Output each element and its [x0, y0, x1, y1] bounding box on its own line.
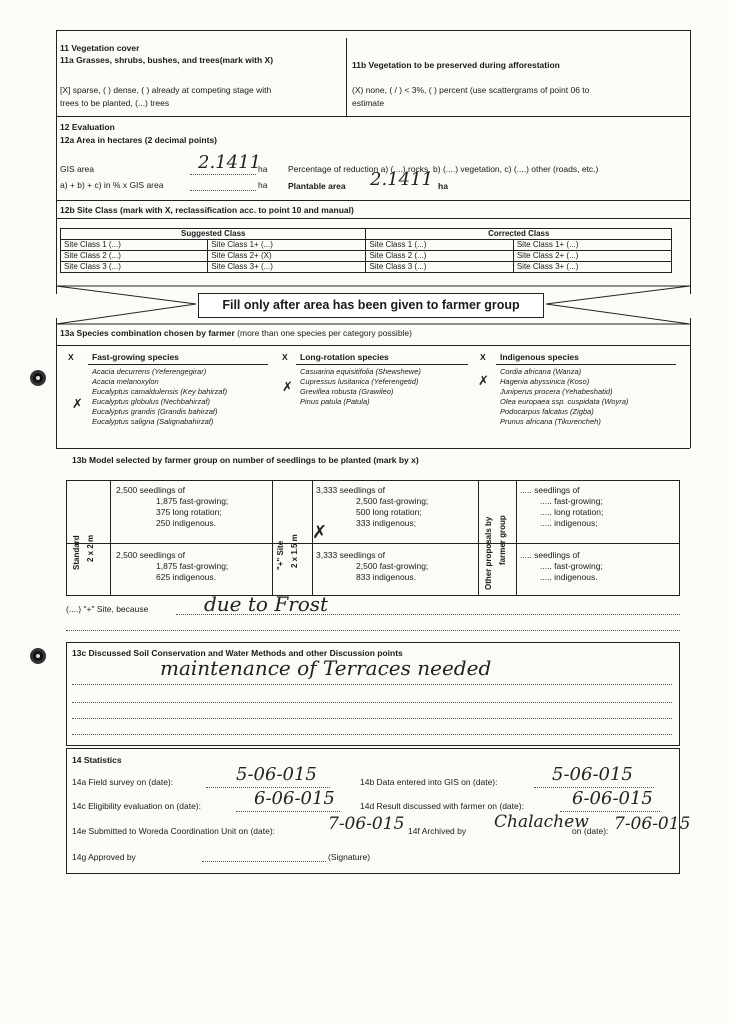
model-line: ..... long rotation; — [540, 507, 604, 517]
s13-right-border — [690, 318, 691, 448]
other-label: Other proposals by — [484, 516, 493, 590]
col2-head-rule — [296, 364, 468, 365]
col1-x: X — [68, 352, 74, 362]
species-list-indigenous — [500, 367, 628, 427]
model-line: 625 indigenous. — [156, 572, 217, 582]
site-class-cell[interactable]: Site Class 2 (...) — [366, 251, 513, 262]
s14d-label: 14d Result discussed with farmer on (date): — [360, 801, 524, 811]
right-border — [690, 30, 691, 294]
standard-dim: 2 x 2 m — [86, 534, 95, 562]
s14-title: 14 Statistics — [72, 755, 122, 765]
s12b-title: 12b Site Class (mark with X, reclassification acc. to point 10 and manual) — [60, 205, 354, 215]
model-line: ..... fast-growing; — [540, 561, 603, 571]
abc-ha: ha — [258, 180, 268, 190]
banner-box — [198, 293, 544, 318]
model-line: ..... fast-growing; — [540, 496, 603, 506]
s14g-line — [202, 861, 326, 862]
model-vline-5 — [516, 480, 517, 596]
s11b-line2: estimate — [352, 98, 385, 108]
model-line: 375 long rotation; — [156, 507, 222, 517]
col3-x: X — [480, 352, 486, 362]
s12b-rule — [56, 218, 690, 219]
list-item[interactable]: Acacia decurrens (Yeferengegirar) — [92, 367, 207, 376]
list-item[interactable]: Acacia melanoxylon — [92, 377, 159, 386]
col1-head-rule — [88, 364, 268, 365]
model-line: 1,875 fast-growing; — [156, 561, 229, 571]
gis-area-value: 2.1411 — [198, 152, 261, 173]
list-item[interactable]: Cupressus lusitanica (Yeferengetid) — [300, 377, 419, 386]
s14a-label: 14a Field survey on (date): — [72, 777, 174, 787]
s14c-label: 14c Eligibility evaluation on (date): — [72, 801, 201, 811]
model-standard-2[interactable] — [116, 550, 228, 583]
model-other-1[interactable] — [520, 485, 603, 529]
col3-head-rule — [496, 364, 676, 365]
list-item[interactable]: Grevillea robusta (Grawileo) — [300, 387, 394, 396]
abc-line — [190, 190, 256, 191]
model-vline-1 — [110, 480, 111, 596]
model-line: 1,875 fast-growing; — [156, 496, 229, 506]
table-row — [61, 262, 672, 273]
list-item[interactable]: Eucalyptus saligna (Salignabahirzaf) — [92, 417, 214, 426]
model-line: 3,333 seedlings of — [316, 485, 385, 495]
punch-hole-top — [30, 370, 46, 386]
model-line: ..... indigenous; — [540, 518, 598, 528]
mark-x-cupressus[interactable]: ✗ — [282, 380, 293, 395]
list-item[interactable]: Prunus africana (Tikurencheh) — [500, 417, 601, 426]
gis-area-label: GIS area — [60, 164, 95, 174]
s13c-line-2 — [72, 702, 672, 703]
s13c-title: 13c Discussed Soil Conservation and Water Methods and other Discussion points — [72, 648, 403, 658]
s14c-value[interactable]: 6-06-015 — [254, 788, 335, 809]
site-class-cell[interactable]: Site Class 2+ (X) — [208, 251, 366, 262]
plantable-value: 2.1411 — [370, 169, 433, 190]
abc-label: a) + b) + c) in % x GIS area — [60, 180, 164, 190]
mark-x-eucalyptus-globulus[interactable]: ✗ — [72, 397, 83, 412]
s11-divider — [346, 38, 347, 116]
s14f-value[interactable]: 7-06-015 — [614, 814, 691, 834]
s13c-value[interactable]: maintenance of Terraces needed — [160, 656, 492, 680]
species-list-fast — [92, 367, 227, 427]
s13a-note: (more than one species per category possible) — [237, 328, 412, 338]
s14c-line — [236, 811, 340, 812]
gis-area-line — [190, 174, 256, 175]
model-vline-2 — [272, 480, 273, 596]
list-item[interactable]: Olea europaea ssp. cuspidata (Woyra) — [500, 397, 629, 406]
top-border — [56, 30, 690, 31]
s14g-signature: (Signature) — [328, 852, 371, 862]
list-item[interactable]: Pinus patula (Patula) — [300, 397, 370, 406]
site-class-cell[interactable]: Site Class 1 (...) — [366, 240, 513, 251]
model-grid-mid — [66, 543, 680, 544]
s14f-on: on (date): — [572, 826, 609, 836]
because-line-2 — [66, 630, 680, 631]
s14f-name[interactable]: Chalachew — [494, 812, 589, 832]
site-dim: 2 x 1.5 m — [290, 534, 299, 568]
list-item[interactable]: Eucalyptus grandis (Grandis bahirzaf) — [92, 407, 218, 416]
site-class-cell[interactable]: Site Class 3 (...) — [366, 262, 513, 273]
s13c-line-1 — [72, 684, 672, 685]
left-border — [56, 30, 57, 294]
site-class-cell[interactable]: Site Class 1+ (...) — [513, 240, 671, 251]
because-value[interactable]: due to Frost — [204, 592, 329, 616]
model-line: 250 indigenous. — [156, 518, 217, 528]
s11b-title: 11b Vegetation to be preserved during afforestation — [352, 60, 560, 70]
s11a-line2: trees to be planted, (...) trees — [60, 98, 170, 108]
gis-ha: ha — [258, 164, 268, 174]
site-label: "+" Site — [276, 540, 285, 570]
s12a-bottom — [56, 200, 690, 201]
model-line: 2,500 seedlings of — [116, 550, 185, 560]
s14e-label: 14e Submitted to Woreda Coordination Unit on (date): — [72, 826, 276, 836]
s14b-value[interactable]: 5-06-015 — [552, 764, 633, 785]
model-site-2[interactable] — [316, 550, 428, 583]
list-item[interactable]: Juniperus procera (Yehabeshatid) — [500, 387, 613, 396]
list-item[interactable]: Cordia africana (Wanza) — [500, 367, 582, 376]
s13c-line-3 — [72, 718, 672, 719]
s13a-title-row — [60, 328, 412, 339]
site-class-cell[interactable]: Site Class 1 (...) — [61, 240, 208, 251]
model-line: ..... seedlings of — [520, 485, 580, 495]
table-row — [61, 240, 672, 251]
s11a-title: 11a Grasses, shrubs, bushes, and trees(mark with X) — [60, 55, 274, 65]
species-list-long — [300, 367, 421, 407]
plantable-ha: ha — [438, 181, 448, 191]
list-item[interactable]: Eucalyptus camaldulensis (Key bahirzaf) — [92, 387, 228, 396]
punch-hole-bottom — [30, 648, 46, 664]
s11a-line1: [X] sparse, ( ) dense, ( ) already at competing stage with — [60, 85, 272, 95]
corrected-class-header: Corrected Class — [366, 229, 672, 240]
site-class-cell[interactable]: Site Class 3 (...) — [61, 262, 208, 273]
list-item[interactable]: Casuarina equisitifolia (Shewshewe) — [300, 367, 421, 376]
col1-head: Fast-growing species — [92, 352, 179, 362]
model-line: ..... indigenous. — [540, 572, 598, 582]
s13a-title: 13a Species combination chosen by farmer — [60, 328, 235, 338]
model-line: 500 long rotation; — [356, 507, 422, 517]
model-line: 3,333 seedlings of — [316, 550, 385, 560]
s14e-value[interactable]: 7-06-015 — [328, 814, 405, 834]
model-site-1[interactable] — [316, 485, 428, 529]
s12a-title: 12a Area in hectares (2 decimal points) — [60, 135, 217, 145]
list-item[interactable]: Podocarpus falcatus (Zigba) — [500, 407, 594, 416]
reduction-text: Percentage of reduction a) (....) rocks, b) (....) vegetation, c) (....) other (roads, etc.) — [288, 164, 599, 174]
site-class-cell[interactable]: Site Class 2 (...) — [61, 251, 208, 262]
plantable-label: Plantable area — [288, 181, 346, 191]
model-vline-4 — [478, 480, 479, 596]
col3-head: Indigenous species — [500, 352, 579, 362]
other-label-2: farmer group — [498, 515, 507, 565]
s13b-title: 13b Model selected by farmer group on number of seedlings to be planted (mark by x) — [72, 455, 419, 465]
s14b-label: 14b Data entered into GIS on (date): — [360, 777, 498, 787]
model-standard-1[interactable] — [116, 485, 228, 529]
list-item[interactable]: Eucalyptus globulus (Nechbahirzaf) — [92, 397, 210, 406]
s11-bottom — [56, 116, 690, 117]
model-line: 833 indigenous. — [356, 572, 417, 582]
site-class-cell[interactable]: Site Class 3+ (...) — [513, 262, 671, 273]
s14g-label: 14g Approved by — [72, 852, 136, 862]
model-line: 333 indigenous; — [356, 518, 417, 528]
site-class-cell[interactable]: Site Class 1+ (...) — [208, 240, 366, 251]
model-line: ..... seedlings of — [520, 550, 580, 560]
model-line: 2,500 fast-growing; — [356, 496, 429, 506]
standard-label: Standard — [72, 535, 81, 570]
s11-title: 11 Vegetation cover — [60, 43, 140, 53]
s13a-rule — [56, 345, 690, 346]
s13-left-border — [56, 318, 57, 448]
because-label: (....) "+" Site, because — [66, 604, 149, 614]
mark-x-hagenia[interactable]: ✗ — [478, 374, 489, 389]
model-line: 2,500 fast-growing; — [356, 561, 429, 571]
s11b-line1: (X) none, ( / ) < 3%, ( ) percent (use scattergrams of point 06 to — [352, 85, 590, 95]
site-class-table — [60, 228, 672, 273]
site-class-cell[interactable]: Site Class 2+ (...) — [513, 251, 671, 262]
s13c-line-4 — [72, 734, 672, 735]
col2-head: Long-rotation species — [300, 352, 389, 362]
s13a-bottom — [56, 448, 690, 449]
s14d-value[interactable]: 6-06-015 — [572, 788, 653, 809]
s14a-value[interactable]: 5-06-015 — [236, 764, 317, 785]
model-other-2[interactable] — [520, 550, 603, 583]
mark-x-model-site[interactable]: ✗ — [312, 522, 328, 543]
s14f-label: 14f Archived by — [408, 826, 467, 836]
suggested-class-header: Suggested Class — [61, 229, 366, 240]
site-class-cell[interactable]: Site Class 3+ (...) — [208, 262, 366, 273]
table-row — [61, 251, 672, 262]
s12-title: 12 Evaluation — [60, 122, 115, 132]
list-item[interactable]: Hagenia abyssinica (Koso) — [500, 377, 590, 386]
col2-x: X — [282, 352, 288, 362]
banner-text: Fill only after area has been given to farmer group — [222, 298, 520, 312]
model-line: 2,500 seedlings of — [116, 485, 185, 495]
